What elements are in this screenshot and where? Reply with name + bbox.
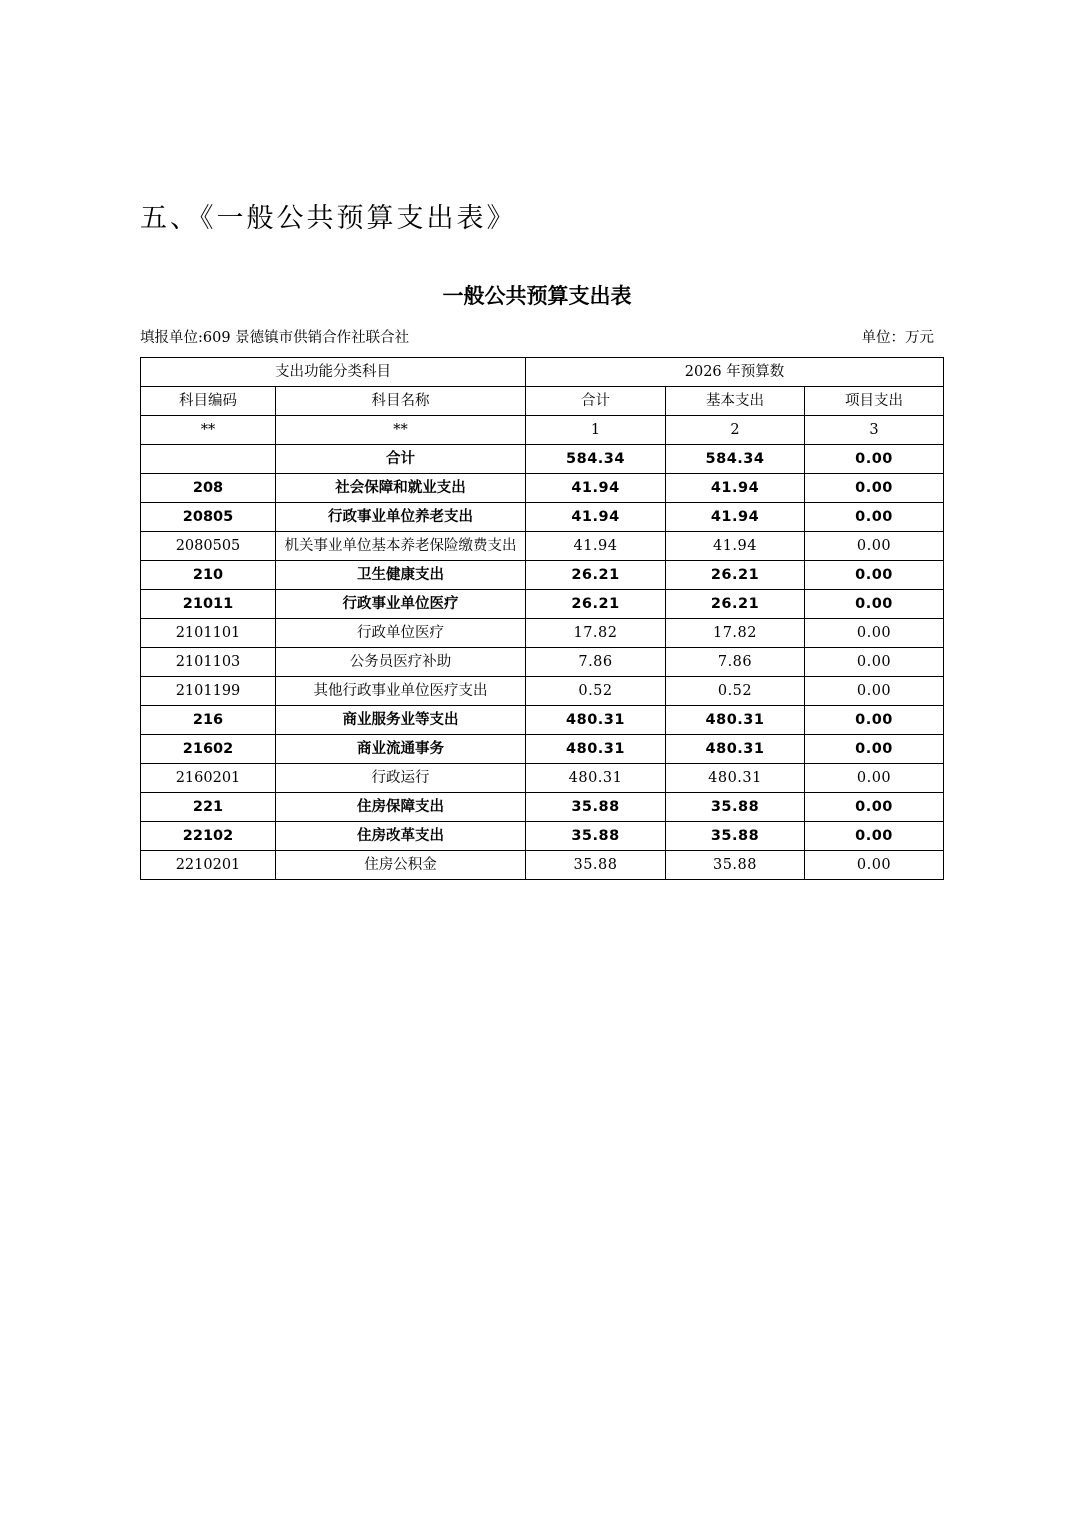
cell-total: 480.31 xyxy=(526,764,666,793)
cell-basic: 480.31 xyxy=(666,764,805,793)
cell-basic: 41.94 xyxy=(666,532,805,561)
cell-project: 0.00 xyxy=(805,793,944,822)
table-row xyxy=(141,677,944,706)
cell-basic: 480.31 xyxy=(666,706,805,735)
header-group-year: 2026 年预算数 xyxy=(526,358,944,387)
index-col-total: 1 xyxy=(526,416,666,445)
cell-name: 行政事业单位养老支出 xyxy=(276,503,526,532)
header-col-basic: 基本支出 xyxy=(666,387,805,416)
cell-name: 住房公积金 xyxy=(276,851,526,880)
cell-total: 7.86 xyxy=(526,648,666,677)
cell-name: 商业服务业等支出 xyxy=(276,706,526,735)
cell-basic: 7.86 xyxy=(666,648,805,677)
table-row xyxy=(141,474,944,503)
cell-name: 行政事业单位医疗 xyxy=(276,590,526,619)
cell-project: 0.00 xyxy=(805,648,944,677)
table-row xyxy=(141,532,944,561)
index-col-basic: 2 xyxy=(666,416,805,445)
cell-code: 221 xyxy=(141,793,276,822)
reporting-unit-label: 填报单位:609 景德镇市供销合作社联合社 xyxy=(140,330,410,346)
header-group-functional: 支出功能分类科目 xyxy=(141,358,526,387)
cell-project: 0.00 xyxy=(805,619,944,648)
budget-expenditure-table xyxy=(140,357,944,880)
cell-name: 商业流通事务 xyxy=(276,735,526,764)
cell-total: 584.34 xyxy=(526,445,666,474)
cell-total: 35.88 xyxy=(526,822,666,851)
cell-name: 住房改革支出 xyxy=(276,822,526,851)
cell-code: 21011 xyxy=(141,590,276,619)
cell-name: 卫生健康支出 xyxy=(276,561,526,590)
cell-name: 住房保障支出 xyxy=(276,793,526,822)
cell-total: 0.52 xyxy=(526,677,666,706)
header-col-total: 合计 xyxy=(526,387,666,416)
table-row xyxy=(141,503,944,532)
cell-code: 2101199 xyxy=(141,677,276,706)
cell-code: 21602 xyxy=(141,735,276,764)
cell-project: 0.00 xyxy=(805,822,944,851)
cell-project: 0.00 xyxy=(805,677,944,706)
table-row xyxy=(141,735,944,764)
cell-total: 480.31 xyxy=(526,735,666,764)
cell-project: 0.00 xyxy=(805,706,944,735)
cell-project: 0.00 xyxy=(805,503,944,532)
table-row xyxy=(141,793,944,822)
cell-code: 22102 xyxy=(141,822,276,851)
cell-total: 26.21 xyxy=(526,561,666,590)
header-col-name: 科目名称 xyxy=(276,387,526,416)
cell-basic: 41.94 xyxy=(666,503,805,532)
cell-basic: 35.88 xyxy=(666,822,805,851)
cell-basic: 0.52 xyxy=(666,677,805,706)
document-title: 一般公共预算支出表 xyxy=(442,284,632,308)
cell-project: 0.00 xyxy=(805,764,944,793)
index-col-name: ** xyxy=(276,416,526,445)
table-header-column-row xyxy=(141,387,944,416)
table-body xyxy=(141,358,944,880)
cell-total: 26.21 xyxy=(526,590,666,619)
cell-name: 合计 xyxy=(276,445,526,474)
cell-code: 210 xyxy=(141,561,276,590)
index-col-project: 3 xyxy=(805,416,944,445)
section-heading: 五、《一般公共预算支出表》 xyxy=(140,203,517,234)
cell-code: 208 xyxy=(141,474,276,503)
cell-project: 0.00 xyxy=(805,851,944,880)
table-meta-row xyxy=(140,326,934,346)
cell-basic: 41.94 xyxy=(666,474,805,503)
cell-project: 0.00 xyxy=(805,590,944,619)
table-row xyxy=(141,445,944,474)
cell-project: 0.00 xyxy=(805,561,944,590)
cell-name: 社会保障和就业支出 xyxy=(276,474,526,503)
cell-code xyxy=(141,445,276,474)
cell-code: 2101101 xyxy=(141,619,276,648)
cell-project: 0.00 xyxy=(805,735,944,764)
cell-total: 41.94 xyxy=(526,474,666,503)
cell-total: 17.82 xyxy=(526,619,666,648)
cell-basic: 26.21 xyxy=(666,561,805,590)
table-row xyxy=(141,590,944,619)
cell-project: 0.00 xyxy=(805,445,944,474)
cell-code: 2080505 xyxy=(141,532,276,561)
table-row xyxy=(141,822,944,851)
cell-total: 41.94 xyxy=(526,503,666,532)
cell-basic: 480.31 xyxy=(666,735,805,764)
cell-code: 2160201 xyxy=(141,764,276,793)
cell-total: 41.94 xyxy=(526,532,666,561)
cell-name: 行政单位医疗 xyxy=(276,619,526,648)
amount-unit-label: 单位：万元 xyxy=(861,330,934,346)
cell-code: 216 xyxy=(141,706,276,735)
cell-basic: 584.34 xyxy=(666,445,805,474)
table-row xyxy=(141,851,944,880)
cell-basic: 26.21 xyxy=(666,590,805,619)
header-col-code: 科目编码 xyxy=(141,387,276,416)
table-row xyxy=(141,561,944,590)
cell-name: 其他行政事业单位医疗支出 xyxy=(276,677,526,706)
table-row xyxy=(141,648,944,677)
cell-code: 2210201 xyxy=(141,851,276,880)
header-col-project: 项目支出 xyxy=(805,387,944,416)
cell-project: 0.00 xyxy=(805,474,944,503)
index-col-code: ** xyxy=(141,416,276,445)
cell-total: 35.88 xyxy=(526,851,666,880)
cell-total: 480.31 xyxy=(526,706,666,735)
cell-code: 2101103 xyxy=(141,648,276,677)
cell-total: 35.88 xyxy=(526,793,666,822)
cell-name: 公务员医疗补助 xyxy=(276,648,526,677)
cell-code: 20805 xyxy=(141,503,276,532)
cell-name: 机关事业单位基本养老保险缴费支出 xyxy=(276,532,526,561)
table-row xyxy=(141,706,944,735)
cell-name: 行政运行 xyxy=(276,764,526,793)
cell-basic: 35.88 xyxy=(666,793,805,822)
table-header-group-row xyxy=(141,358,944,387)
table-row xyxy=(141,764,944,793)
cell-basic: 17.82 xyxy=(666,619,805,648)
cell-basic: 35.88 xyxy=(666,851,805,880)
cell-project: 0.00 xyxy=(805,532,944,561)
table-header-index-row xyxy=(141,416,944,445)
table-row xyxy=(141,619,944,648)
